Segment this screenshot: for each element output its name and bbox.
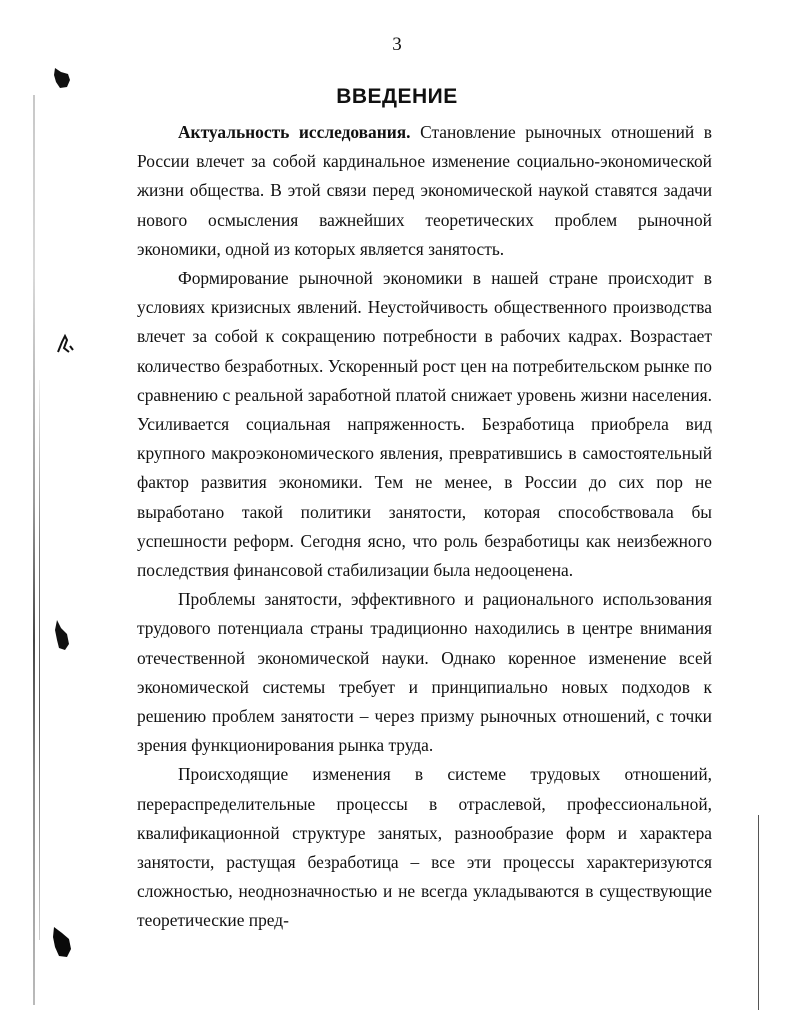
paragraph-lead: Актуальность исследования. bbox=[178, 122, 411, 142]
paragraph-text: Формирование рыночной экономики в нашей стране происходит в условиях кризисных явлений. Неустойчивость общественного производства влечет за собой к сокращению потребности в рабочих кадрах. Возрастает количество безработных. Ускоренный рост цен на потребительском рынке по сравнению с реальной заработной платой снижает уровень жизни населения. Усиливается социальная напряженность. Безработица приобрела вид крупного макроэкономического явления, превратившись в самостоятельный фактор развития экономики. Тем не менее, в России до сих пор не выработано такой политики занятости, которая способствовала бы успешности реформ. Сегодня ясно, что роль безработицы как неизбежного последствия финансовой стабилизации была недооценена. bbox=[137, 268, 712, 581]
scan-margin-line-inner bbox=[39, 380, 40, 940]
page-number: 3 bbox=[392, 34, 402, 55]
paragraph-text: Становление рыночных отношений в России влечет за собой кардинальное изменение социально-экономической жизни общества. В этой связи перед экономической наукой ставятся задачи нового осмысления важнейших теоретических проблем рыночной экономики, одной из которых является занятость. bbox=[137, 122, 712, 259]
scan-right-edge-line bbox=[758, 815, 759, 1010]
body-text bbox=[137, 118, 712, 936]
paragraph-text: Происходящие изменения в системе трудовых отношений, перераспределительные процессы в отраслевой, профессиональной, квалификационной структуре занятых, разнообразие форм и характера занятости, растущая безработица – все эти процессы характеризуются сложностью, неоднозначностью и не всегда укладываются в существующие теоретические пред- bbox=[137, 764, 712, 931]
paragraph-4 bbox=[137, 760, 712, 935]
scan-blot-bottom bbox=[50, 925, 74, 959]
scan-blot-lower bbox=[51, 618, 73, 652]
paragraph-text: Проблемы занятости, эффективного и рационального использования трудового потенциала страны традиционно находились в центре внимания отечественной экономической науки. Однако коренное изменение всей экономической системы требует и принципиально новых подходов к решению проблем занятости – через призму рыночных отношений, с точки зрения функционирования рынка труда. bbox=[137, 589, 712, 756]
paragraph-1 bbox=[137, 118, 712, 264]
paragraph-2 bbox=[137, 264, 712, 585]
page-title: ВВЕДЕНИЕ bbox=[336, 85, 458, 108]
scan-blot-middle bbox=[55, 332, 77, 356]
paragraph-3 bbox=[137, 585, 712, 760]
scan-margin-line bbox=[33, 95, 35, 1005]
